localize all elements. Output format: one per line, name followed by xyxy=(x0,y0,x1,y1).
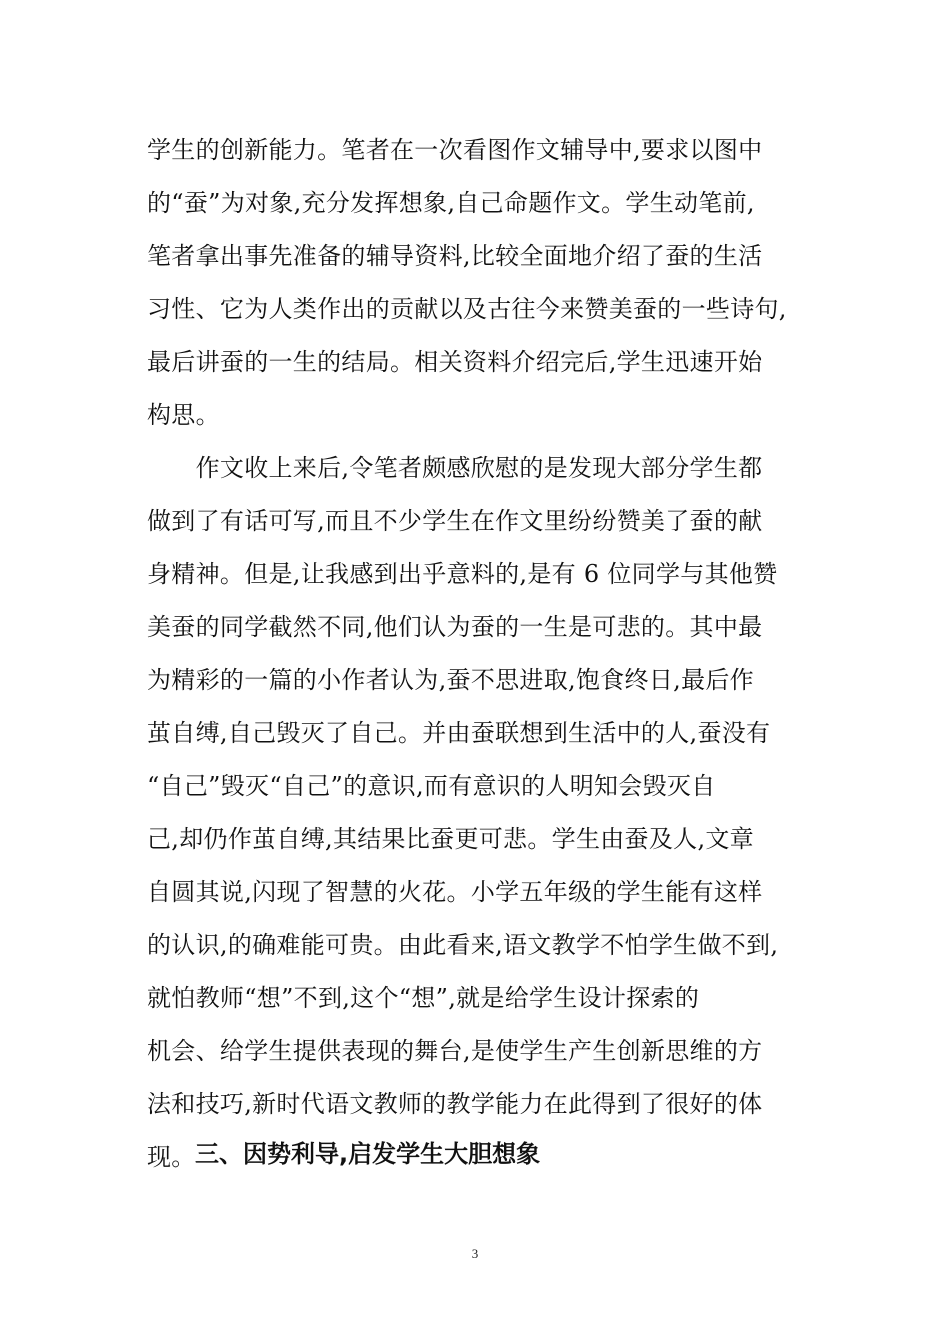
text-line: 作文收上来后,令笔者颇感欣慰的是发现大部分学生都 xyxy=(147,454,763,482)
text-line: 的认识,的确难能可贵。由此看来,语文教学不怕学生做不到, xyxy=(147,931,779,959)
text-line: “自己”毁灭“自己”的意识,而有意识的人明知会毁灭自 xyxy=(147,772,716,800)
text-line: 笔者拿出事先准备的辅导资料,比较全面地介绍了蚕的生活 xyxy=(147,242,763,270)
text-line: 做到了有话可写,而且不少学生在作文里纷纷赞美了蚕的献 xyxy=(147,507,763,535)
text-line: 就怕教师“想”不到,这个“想”,就是给学生设计探索的 xyxy=(147,984,700,1012)
text-line: 机会、给学生提供表现的舞台,是使学生产生创新思维的方 xyxy=(147,1037,763,1065)
text-line: 身精神。但是,让我感到出乎意料的,是有 6 位同学与其他赞 xyxy=(147,560,778,588)
text-line: 自圆其说,闪现了智慧的火花。小学五年级的学生能有这样 xyxy=(147,878,763,906)
text-line: 最后讲蚕的一生的结局。相关资料介绍完后,学生迅速开始 xyxy=(147,348,763,376)
text-line: 茧自缚,自己毁灭了自己。并由蚕联想到生活中的人,蚕没有 xyxy=(147,719,771,747)
text-line: 的“蚕”为对象,充分发挥想象,自己命题作文。学生动笔前, xyxy=(147,189,755,217)
text-line: 习性、它为人类作出的贡献以及古往今来赞美蚕的一些诗句, xyxy=(147,295,787,323)
page-number: 3 xyxy=(471,1246,479,1261)
section-heading: 三、因势利导,启发学生大胆想象 xyxy=(195,1140,541,1168)
body-text xyxy=(147,124,827,1184)
text-line: 己,却仍作茧自缚,其结果比蚕更可悲。学生由蚕及人,文章 xyxy=(147,825,754,853)
text-line: 为精彩的一篇的小作者认为,蚕不思进取,饱食终日,最后作 xyxy=(147,666,754,694)
text-line: 法和技巧,新时代语文教师的教学能力在此得到了很好的体 xyxy=(147,1090,763,1118)
text-line: 美蚕的同学截然不同,他们认为蚕的一生是可悲的。其中最 xyxy=(147,613,763,641)
text-line: 学生的创新能力。笔者在一次看图作文辅导中,要求以图中 xyxy=(147,136,763,164)
text-line: 现。 xyxy=(147,1143,196,1171)
text-line: 构思。 xyxy=(147,401,220,429)
